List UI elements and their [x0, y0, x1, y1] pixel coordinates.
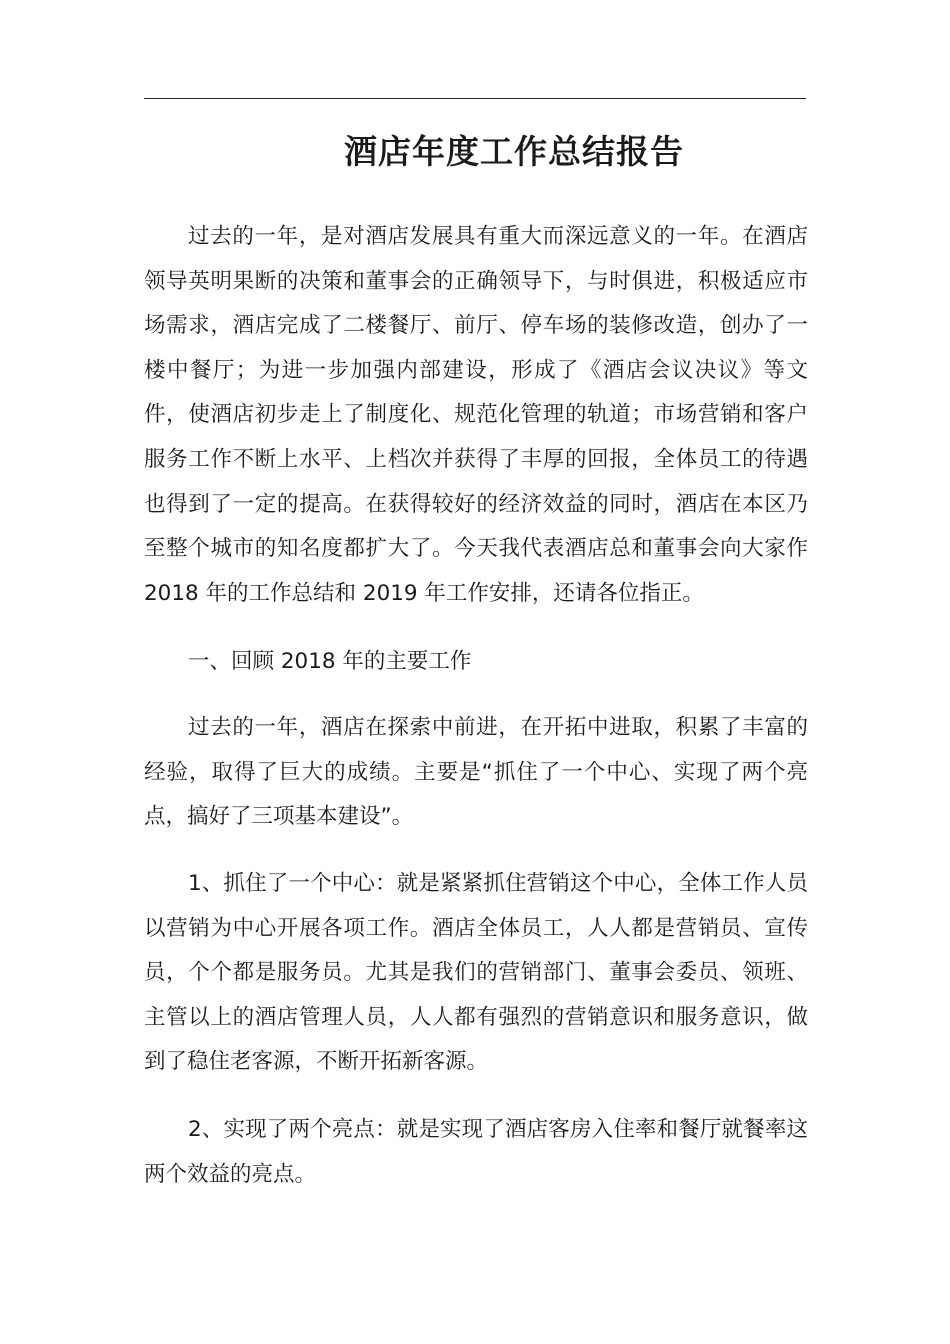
- point-two-paragraph: 2、实现了两个亮点：就是实现了酒店客房入住率和餐厅就餐率这两个效益的亮点。: [144, 1117, 808, 1187]
- point-one-paragraph: 1、抓住了一个中心：就是紧紧抓住营销这个中心，全体工作人员以营销为中心开展各项工作。酒店全体员工，人人都是营销员、宣传员，个个都是服务员。尤其是我们的营销部门、董事会委员、领班、主管以上的酒店管理人员，人人都有强烈的营销意识和服务意识，做到了稳住老客源，不断开拓新客源。: [144, 871, 808, 1075]
- header-rule: [144, 98, 806, 99]
- summary-paragraph: 过去的一年，酒店在探索中前进，在开拓中进取，积累了丰富的经验，取得了巨大的成绩。主要是“抓住了一个中心、实现了两个亮点，搞好了三项基本建设”。: [144, 715, 808, 830]
- section-heading: 一、回顾 2018 年的主要工作: [188, 649, 472, 674]
- document-title: 酒店年度工作总结报告: [344, 132, 684, 171]
- intro-paragraph: 过去的一年，是对酒店发展具有重大而深远意义的一年。在酒店领导英明果断的决策和董事会的正确领导下，与时俱进，积极适应市场需求，酒店完成了二楼餐厅、前厅、停车场的装修改造，创办了一楼中餐厅；为进一步加强内部建设，形成了《酒店会议决议》等文件，使酒店初步走上了制度化、规范化管理的轨道；市场营销和客户服务工作不断上水平、上档次并获得了丰厚的回报，全体员工的待遇也得到了一定的提高。在获得较好的经济效益的同时，酒店在本区乃至整个城市的知名度都扩大了。今天我代表酒店总和董事会向大家作 2018 年的工作总结和 2019 年工作安排，还请各位指正。: [144, 224, 808, 606]
